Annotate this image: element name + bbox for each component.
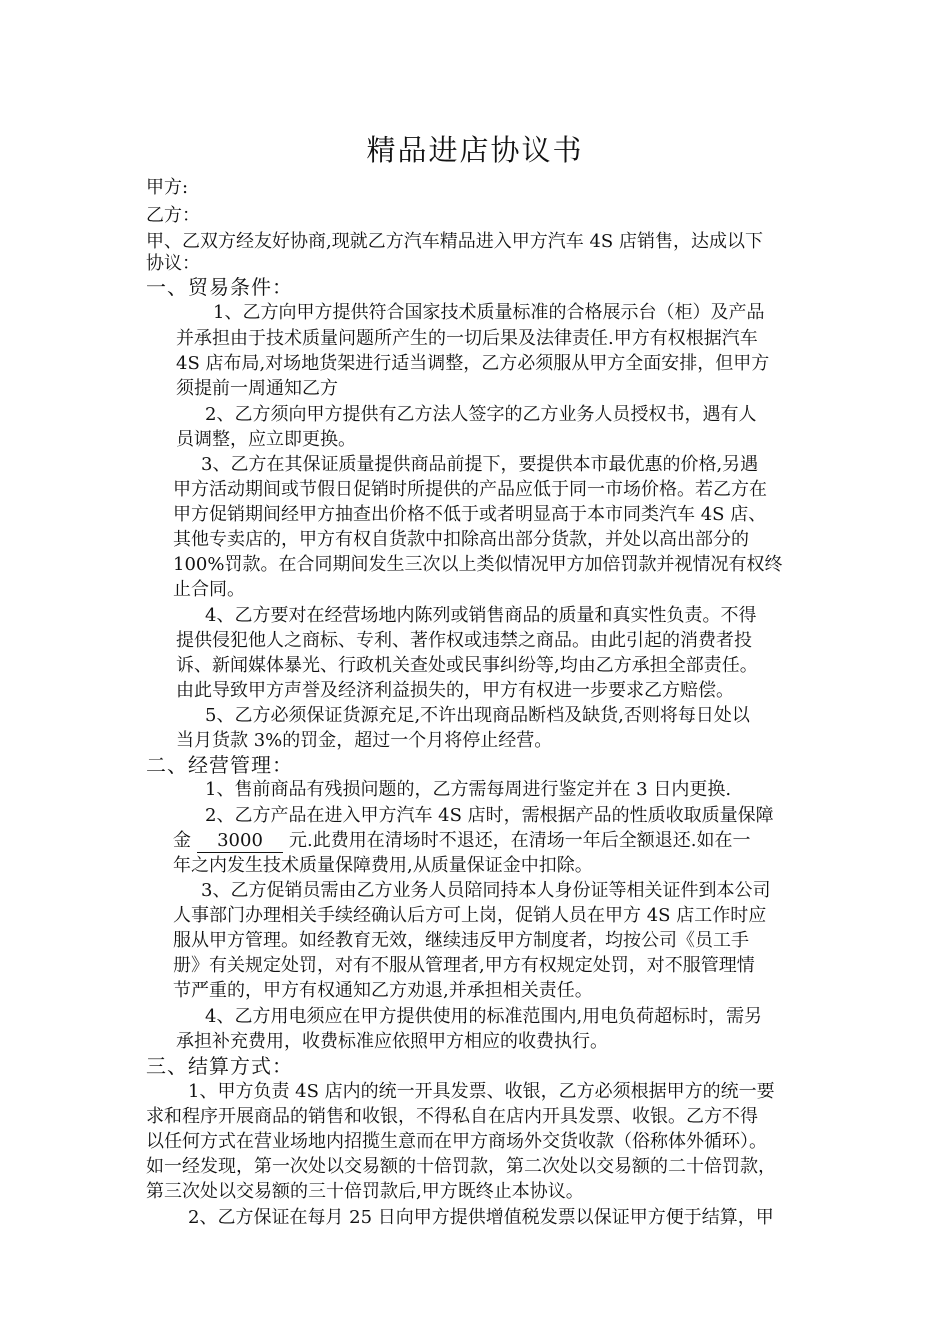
clause-text: 3、乙方在其保证质量提供商品前提下，要提供本市最优惠的价格,另遇 — [201, 454, 759, 475]
party-b-label: 乙方： — [146, 205, 200, 226]
clause-text: 员调整，应立即更换。 — [176, 429, 356, 450]
clause-text: 1、售前商品有残损问题的，乙方需每周进行鉴定并在 3 日内更换. — [205, 779, 732, 800]
clause-text: 人事部门办理相关手续经确认后方可上岗，促销人员在甲方 4S 店工作时应 — [173, 905, 767, 926]
clause-text: 册》有关规定处罚，对有不服从管理者,甲方有权规定处罚，对不服管理情 — [173, 955, 755, 976]
party-a-label: 甲方: — [146, 177, 189, 198]
clause-text: 须提前一周通知乙方 — [176, 378, 338, 399]
deposit-amount: 3000 — [197, 830, 283, 853]
section-heading-operations: 二、经营管理： — [146, 753, 293, 777]
clause-text: 甲方促销期间经甲方抽查出价格不低于或者明显高于本市同类汽车 4S 店、 — [173, 504, 767, 525]
clause-text: 1、乙方向甲方提供符合国家技术质量标准的合格展示台（柜）及产品 — [213, 302, 765, 323]
deposit-prefix: 金 — [173, 830, 191, 851]
clause-text: 第三次处以交易额的三十倍罚款后,甲方既终止本协议。 — [146, 1181, 584, 1202]
clause-text: 提供侵犯他人之商标、专利、著作权或违禁之商品。由此引起的消费者投 — [176, 630, 752, 651]
clause-text: 4、乙方要对在经营场地内陈列或销售商品的质量和真实性负责。不得 — [205, 605, 757, 626]
clause-text: 2、乙方须向甲方提供有乙方法人签字的乙方业务人员授权书，遇有人 — [205, 404, 757, 425]
clause-text: 以任何方式在营业场地内招揽生意而在甲方商场外交货收款（俗称体外循环）。 — [146, 1131, 767, 1152]
clause-text: 2、乙方产品在进入甲方汽车 4S 店时，需根据产品的性质收取质量保障 — [205, 805, 774, 826]
clause-text: 5、乙方必须保证货源充足,不许出现商品断档及缺货,否则将每日处以 — [205, 705, 750, 726]
section-heading-settlement: 三、结算方式： — [146, 1054, 293, 1078]
clause-text: 3、乙方促销员需由乙方业务人员陪同持本人身份证等相关证件到本公司 — [201, 880, 771, 901]
clause-text: 100%罚款。在合同期间发生三次以上类似情况甲方加倍罚款并视情况有权终 — [173, 554, 783, 575]
deposit-suffix: 元.此费用在清场时不退还，在清场一年后全额退还.如在一 — [289, 830, 751, 851]
clause-text: 服从甲方管理。如经教育无效，继续违反甲方制度者，均按公司《员工手 — [173, 930, 749, 951]
clause-text: 止合同。 — [173, 579, 245, 600]
clause-text: 年之内发生技术质量保障费用,从质量保证金中扣除。 — [173, 855, 593, 876]
section-heading-trade-terms: 一、贸易条件： — [146, 275, 293, 299]
clause-text: 4S 店布局,对场地货架进行适当调整，乙方必须服从甲方全面安排，但甲方 — [176, 353, 770, 374]
deposit-line — [173, 828, 750, 854]
clause-text: 由此导致甲方声誉及经济利益损失的，甲方有权进一步要求乙方赔偿。 — [176, 680, 734, 701]
clause-text: 其他专卖店的，甲方有权自货款中扣除高出部分货款，并处以高出部分的 — [173, 529, 749, 550]
clause-text: 2、乙方保证在每月 25 日向甲方提供增值税发票以保证甲方便于结算，甲 — [188, 1207, 774, 1228]
clause-text: 甲方活动期间或节假日促销时所提供的产品应低于同一市场价格。若乙方在 — [173, 479, 767, 500]
document-title: 精品进店协议书 — [366, 133, 584, 167]
clause-text: 1、甲方负责 4S 店内的统一开具发票、收银，乙方必须根据甲方的统一要 — [188, 1081, 775, 1102]
intro-line: 甲、乙双方经友好协商,现就乙方汽车精品进入甲方汽车 4S 店销售，达成以下 — [146, 231, 763, 252]
clause-text: 节严重的，甲方有权通知乙方劝退,并承担相关责任。 — [173, 980, 593, 1001]
clause-text: 如一经发现，第一次处以交易额的十倍罚款，第二次处以交易额的二十倍罚款， — [146, 1156, 776, 1177]
intro-line: 协议： — [146, 253, 200, 274]
clause-text: 求和程序开展商品的销售和收银，不得私自在店内开具发票、收银。乙方不得 — [146, 1106, 758, 1127]
clause-text: 并承担由于技术质量问题所产生的一切后果及法律责任.甲方有权根据汽车 — [176, 328, 758, 349]
clause-text: 4、乙方用电须应在甲方提供使用的标准范围内,用电负荷超标时，需另 — [205, 1006, 763, 1027]
clause-text: 诉、新闻媒体暴光、行政机关查处或民事纠纷等,均由乙方承担全部责任。 — [176, 655, 758, 676]
clause-text: 当月货款 3%的罚金，超过一个月将停止经营。 — [176, 730, 553, 751]
clause-text: 承担补充费用，收费标准应依照甲方相应的收费执行。 — [176, 1031, 608, 1052]
